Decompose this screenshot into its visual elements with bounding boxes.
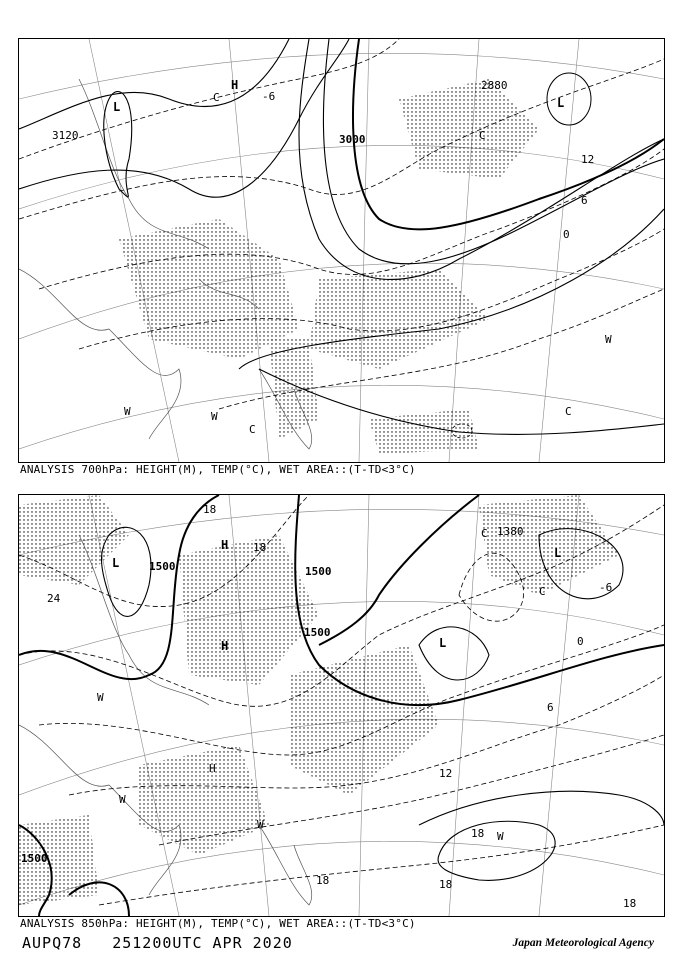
caption-700hpa: ANALYSIS 700hPa: HEIGHT(M), TEMP(°C), WET AREA::(T-TD<3°C): [20, 463, 416, 476]
temp-label-18-b: 18: [253, 541, 267, 554]
low-circle: [547, 73, 591, 125]
height-label-2880: 2880: [481, 79, 508, 92]
temp-label-18-a: 18: [203, 503, 217, 516]
center-low-west: L: [113, 100, 121, 114]
center-high-2: H: [221, 639, 229, 653]
center-low-east: L: [557, 96, 565, 110]
map-panel-700hpa: [18, 38, 665, 463]
valid-time: 251200UTC APR 2020: [112, 934, 293, 952]
center-high-1: H: [221, 538, 229, 552]
height-label-1500-d: 1500: [21, 852, 48, 865]
temp-label-0: 0: [563, 228, 570, 241]
temp-label-0: 0: [577, 635, 584, 648]
temp-label-6: 6: [581, 194, 588, 207]
center-cold-1: C: [213, 91, 220, 104]
center-high-3: H: [209, 762, 216, 775]
chart-code: AUPQ78: [22, 934, 83, 952]
agency-name: Japan Meteorological Agency: [512, 937, 654, 949]
center-warm-2: W: [119, 793, 126, 806]
map-850hpa-graphic: [19, 495, 664, 916]
temp-label-18-c: 18: [471, 827, 485, 840]
center-cold-1: C: [539, 585, 546, 598]
center-low-east: L: [554, 546, 562, 560]
chart-footer: [22, 934, 313, 952]
temp-label-12: 12: [439, 767, 453, 780]
temp-label-24: 24: [47, 592, 61, 605]
center-low-west: L: [112, 556, 120, 570]
map-panel-850hpa: [18, 494, 665, 917]
center-warm-1: W: [97, 691, 104, 704]
height-label-1500-c: 1500: [304, 626, 331, 639]
center-warm-4: W: [497, 830, 504, 843]
temp-label-18-e: 18: [439, 878, 453, 891]
center-warm-1: W: [124, 405, 131, 418]
height-label-1380: 1380: [497, 525, 524, 538]
height-label-3000: 3000: [339, 133, 366, 146]
center-cold-2: C: [481, 527, 488, 540]
temp-label-18-f: 18: [623, 897, 637, 910]
center-warm-3: W: [257, 818, 264, 831]
temp-label-12: 12: [581, 153, 595, 166]
temp-label-m6: -6: [262, 90, 276, 103]
map-700hpa-graphic: [19, 39, 664, 462]
caption-850hpa: ANALYSIS 850hPa: HEIGHT(M), TEMP(°C), WET AREA::(T-TD<3°C): [20, 917, 416, 930]
center-cold-4: C: [249, 423, 256, 436]
height-label-1500-a: 1500: [149, 560, 176, 573]
wet-areas: [119, 79, 539, 454]
temp-label-m6: -6: [599, 581, 613, 594]
temp-label-18-d: 18: [316, 874, 330, 887]
temp-label-6: 6: [547, 701, 554, 714]
center-low-mid: L: [439, 636, 447, 650]
center-cold-3: C: [565, 405, 572, 418]
center-high: H: [231, 78, 239, 92]
height-label-1500-b: 1500: [305, 565, 332, 578]
center-warm-2: W: [211, 410, 218, 423]
center-cold-2: C: [479, 129, 486, 142]
center-warm-3: W: [605, 333, 612, 346]
height-label-3120: 3120: [52, 129, 79, 142]
